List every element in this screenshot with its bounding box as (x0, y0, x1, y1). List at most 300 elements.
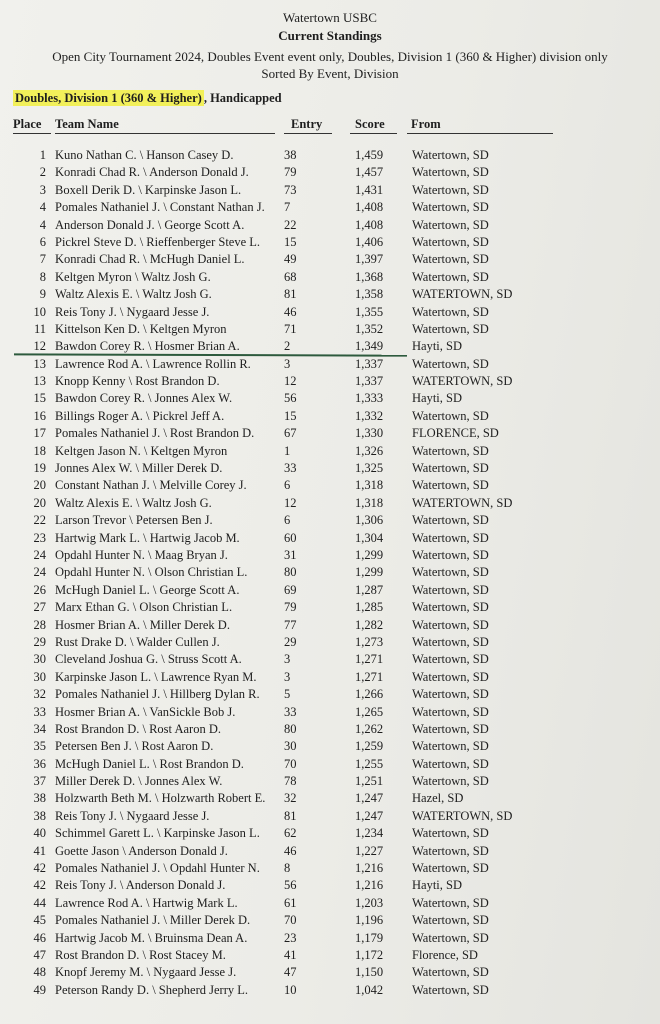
score-cell: 1,255 (355, 756, 384, 771)
place-cell: 12 (33, 339, 46, 354)
score-cell: 1,247 (355, 808, 384, 823)
place-cell: 36 (33, 756, 46, 771)
table-row (0, 408, 660, 425)
score-cell: 1,282 (355, 617, 384, 632)
score-cell: 1,408 (355, 200, 384, 215)
place-cell: 16 (33, 408, 46, 423)
place-cell: 17 (33, 426, 46, 441)
table-row (0, 147, 660, 164)
from-cell: Watertown, SD (412, 687, 489, 702)
entry-cell: 68 (284, 269, 297, 284)
from-cell: Watertown, SD (412, 513, 489, 528)
entry-cell: 33 (284, 704, 297, 719)
table-row (0, 182, 660, 199)
team-name-cell: Anderson Donald J. \ George Scott A. (55, 217, 245, 232)
from-cell: Watertown, SD (412, 217, 489, 232)
entry-cell: 15 (284, 408, 297, 423)
team-name-cell: Peterson Randy D. \ Shepherd Jerry L. (55, 982, 249, 997)
team-name-cell: Konradi Chad R. \ McHugh Daniel L. (55, 252, 245, 267)
place-cell: 26 (33, 582, 46, 597)
team-name-cell: Schimmel Garett L. \ Karpinske Jason L. (55, 826, 260, 841)
place-cell: 18 (33, 443, 46, 458)
table-row (0, 286, 660, 303)
table-row (0, 964, 660, 981)
score-cell: 1,227 (355, 843, 384, 858)
from-cell: WATERTOWN, SD (412, 808, 513, 823)
section-highlight: Doubles, Division 1 (360 & Higher) (15, 91, 202, 105)
table-row (0, 982, 660, 999)
team-name-cell: Hosmer Brian A. \ VanSickle Bob J. (55, 704, 236, 719)
place-cell: 38 (33, 791, 46, 806)
col-header-from: From (411, 117, 441, 131)
entry-cell: 32 (284, 791, 297, 806)
place-cell: 3 (39, 182, 46, 197)
col-rule-from (407, 133, 553, 134)
team-name-cell: Kittelson Ken D. \ Keltgen Myron (55, 321, 227, 336)
from-cell: Watertown, SD (412, 704, 489, 719)
from-cell: Watertown, SD (412, 304, 489, 319)
from-cell: Watertown, SD (412, 582, 489, 597)
place-cell: 4 (39, 200, 46, 215)
table-row (0, 564, 660, 581)
score-cell: 1,397 (355, 252, 384, 267)
from-cell: Watertown, SD (412, 930, 489, 945)
from-cell: Watertown, SD (412, 252, 489, 267)
place-cell: 4 (39, 217, 46, 232)
place-cell: 42 (33, 878, 46, 893)
entry-cell: 73 (284, 182, 297, 197)
col-header-score: Score (355, 117, 385, 131)
score-cell: 1,457 (355, 165, 384, 180)
table-row (0, 199, 660, 216)
table-row (0, 738, 660, 755)
entry-cell: 6 (284, 478, 291, 493)
table-row (0, 651, 660, 668)
entry-cell: 8 (284, 861, 291, 876)
page-title: Current Standings (278, 28, 382, 43)
org-name: Watertown USBC (283, 10, 377, 25)
table-row (0, 234, 660, 251)
team-name-cell: Konradi Chad R. \ Anderson Donald J. (55, 165, 249, 180)
score-cell: 1,406 (355, 234, 384, 249)
table-row (0, 634, 660, 651)
table-row (0, 756, 660, 773)
team-name-cell: Rost Brandon D. \ Rost Aaron D. (55, 721, 221, 736)
score-cell: 1,431 (355, 182, 384, 197)
place-cell: 49 (33, 982, 46, 997)
from-cell: Watertown, SD (412, 965, 489, 980)
place-cell: 7 (39, 252, 46, 267)
entry-cell: 10 (284, 982, 297, 997)
from-cell: Watertown, SD (412, 756, 489, 771)
from-cell: Watertown, SD (412, 617, 489, 632)
table-row (0, 599, 660, 616)
score-cell: 1,349 (355, 339, 384, 354)
from-cell: Watertown, SD (412, 443, 489, 458)
entry-cell: 56 (284, 878, 297, 893)
team-name-cell: Waltz Alexis E. \ Waltz Josh G. (55, 495, 212, 510)
entry-cell: 46 (284, 843, 297, 858)
col-header-place: Place (13, 117, 42, 131)
entry-cell: 79 (284, 600, 297, 615)
team-name-cell: Knopp Kenny \ Rost Brandon D. (55, 374, 220, 389)
from-cell: Watertown, SD (412, 634, 489, 649)
entry-cell: 3 (284, 356, 291, 371)
team-name-cell: Hartwig Jacob M. \ Bruinsma Dean A. (55, 930, 248, 945)
table-row (0, 425, 660, 442)
team-name-cell: Reis Tony J. \ Anderson Donald J. (55, 878, 226, 893)
col-rule-entry (284, 133, 332, 134)
place-cell: 24 (33, 547, 46, 562)
entry-cell: 60 (284, 530, 297, 545)
entry-cell: 79 (284, 165, 297, 180)
from-cell: Watertown, SD (412, 234, 489, 249)
team-name-cell: Larson Trevor \ Petersen Ben J. (55, 513, 213, 528)
from-cell: Watertown, SD (412, 843, 489, 858)
entry-cell: 69 (284, 582, 297, 597)
score-cell: 1,368 (355, 269, 384, 284)
place-cell: 15 (33, 391, 46, 406)
score-cell: 1,459 (355, 148, 384, 162)
entry-cell: 71 (284, 321, 297, 336)
from-cell: Watertown, SD (412, 861, 489, 876)
score-cell: 1,304 (355, 530, 384, 545)
entry-cell: 30 (284, 739, 297, 754)
place-cell: 28 (33, 617, 46, 632)
place-cell: 22 (33, 513, 46, 528)
team-name-cell: Pomales Nathaniel J. \ Miller Derek D. (55, 913, 251, 928)
team-name-cell: Knopf Jeremy M. \ Nygaard Jesse J. (55, 965, 237, 980)
score-cell: 1,299 (355, 565, 384, 580)
team-name-cell: Rust Drake D. \ Walder Cullen J. (55, 634, 220, 649)
team-name-cell: Hosmer Brian A. \ Miller Derek D. (55, 617, 230, 632)
place-cell: 8 (39, 269, 46, 284)
place-cell: 24 (33, 565, 46, 580)
from-cell: Watertown, SD (412, 408, 489, 423)
place-cell: 35 (33, 739, 46, 754)
entry-cell: 38 (284, 148, 297, 162)
entry-cell: 7 (284, 200, 291, 215)
table-row (0, 686, 660, 703)
score-cell: 1,333 (355, 391, 384, 406)
entry-cell: 2 (284, 339, 291, 354)
from-cell: Watertown, SD (412, 652, 489, 667)
team-name-cell: Karpinske Jason L. \ Lawrence Ryan M. (55, 669, 257, 684)
team-name-cell: McHugh Daniel L. \ Rost Brandon D. (55, 756, 244, 771)
from-cell: WATERTOWN, SD (412, 287, 513, 302)
entry-cell: 12 (284, 374, 297, 389)
place-cell: 42 (33, 861, 46, 876)
section-heading (13, 91, 282, 106)
from-cell: Florence, SD (412, 947, 478, 962)
score-cell: 1,042 (355, 982, 384, 997)
from-cell: Watertown, SD (412, 600, 489, 615)
from-cell: Watertown, SD (412, 721, 489, 736)
team-name-cell: Lawrence Rod A. \ Hartwig Mark L. (55, 895, 238, 910)
place-cell: 23 (33, 530, 46, 545)
table-row (0, 860, 660, 877)
entry-cell: 31 (284, 547, 297, 562)
entry-cell: 81 (284, 808, 297, 823)
entry-cell: 62 (284, 826, 297, 841)
table-row (0, 547, 660, 564)
team-name-cell: Cleveland Joshua G. \ Struss Scott A. (55, 652, 242, 667)
entry-cell: 12 (284, 495, 297, 510)
place-cell: 30 (33, 669, 46, 684)
table-row (0, 512, 660, 529)
score-cell: 1,318 (355, 495, 384, 510)
team-name-cell: Hartwig Mark L. \ Hartwig Jacob M. (55, 530, 240, 545)
place-cell: 40 (33, 826, 46, 841)
table-row (0, 443, 660, 460)
standings-table (0, 147, 660, 999)
entry-cell: 22 (284, 217, 297, 232)
place-cell: 2 (39, 165, 46, 180)
table-row (0, 304, 660, 321)
team-name-cell: Jonnes Alex W. \ Miller Derek D. (55, 461, 223, 476)
col-rule-place (13, 133, 51, 134)
table-row (0, 164, 660, 181)
place-cell: 46 (33, 930, 46, 945)
entry-cell: 56 (284, 391, 297, 406)
col-rule-team (55, 133, 275, 134)
from-cell: Watertown, SD (412, 895, 489, 910)
entry-cell: 80 (284, 721, 297, 736)
score-cell: 1,337 (355, 356, 384, 371)
score-cell: 1,234 (355, 826, 384, 841)
entry-cell: 15 (284, 234, 297, 249)
table-row (0, 530, 660, 547)
table-row (0, 790, 660, 807)
place-cell: 20 (33, 478, 46, 493)
score-cell: 1,216 (355, 861, 384, 876)
from-cell: Watertown, SD (412, 165, 489, 180)
team-name-cell: Bawdon Corey R. \ Hosmer Brian A. (55, 339, 240, 354)
from-cell: Watertown, SD (412, 182, 489, 197)
score-cell: 1,179 (355, 930, 384, 945)
col-header-team: Team Name (55, 117, 119, 131)
team-name-cell: Petersen Ben J. \ Rost Aaron D. (55, 739, 214, 754)
team-name-cell: Opdahl Hunter N. \ Maag Bryan J. (55, 547, 228, 562)
score-cell: 1,326 (355, 443, 384, 458)
table-row (0, 895, 660, 912)
table-row (0, 582, 660, 599)
entry-cell: 77 (284, 617, 297, 632)
place-cell: 6 (39, 234, 46, 249)
from-cell: WATERTOWN, SD (412, 495, 513, 510)
score-cell: 1,247 (355, 791, 384, 806)
from-cell: Hayti, SD (412, 339, 462, 354)
from-cell: Hazel, SD (412, 791, 464, 806)
table-row (0, 877, 660, 894)
team-name-cell: Billings Roger A. \ Pickrel Jeff A. (55, 408, 225, 423)
table-row (0, 251, 660, 268)
place-cell: 38 (33, 808, 46, 823)
score-cell: 1,318 (355, 478, 384, 493)
place-cell: 11 (33, 321, 46, 336)
table-row (0, 930, 660, 947)
from-cell: Watertown, SD (412, 774, 489, 789)
from-cell: Hayti, SD (412, 878, 462, 893)
entry-cell: 1 (284, 443, 291, 458)
from-cell: Watertown, SD (412, 530, 489, 545)
from-cell: Watertown, SD (412, 547, 489, 562)
place-cell: 19 (33, 461, 46, 476)
place-cell: 13 (33, 356, 46, 371)
team-name-cell: Pomales Nathaniel J. \ Opdahl Hunter N. (55, 861, 260, 876)
place-cell: 9 (39, 287, 46, 302)
score-cell: 1,332 (355, 408, 384, 423)
score-cell: 1,265 (355, 704, 384, 719)
table-row (0, 217, 660, 234)
score-cell: 1,325 (355, 461, 384, 476)
from-cell: Watertown, SD (412, 826, 489, 841)
from-cell: Watertown, SD (412, 461, 489, 476)
table-row (0, 356, 660, 373)
team-name-cell: Goette Jason \ Anderson Donald J. (55, 843, 228, 858)
place-cell: 27 (33, 600, 46, 615)
place-cell: 44 (33, 895, 46, 910)
team-name-cell: Holzwarth Beth M. \ Holzwarth Robert E. (55, 791, 266, 806)
col-header-entry: Entry (291, 117, 323, 131)
entry-cell: 70 (284, 756, 297, 771)
team-name-cell: Miller Derek D. \ Jonnes Alex W. (55, 774, 223, 789)
score-cell: 1,299 (355, 547, 384, 562)
from-cell: Watertown, SD (412, 200, 489, 215)
score-cell: 1,358 (355, 287, 384, 302)
table-row (0, 390, 660, 407)
score-cell: 1,262 (355, 721, 384, 736)
team-name-cell: Pomales Nathaniel J. \ Rost Brandon D. (55, 426, 255, 441)
team-name-cell: Pickrel Steve D. \ Rieffenberger Steve L. (55, 234, 261, 249)
entry-cell: 46 (284, 304, 297, 319)
from-cell: WATERTOWN, SD (412, 374, 513, 389)
place-cell: 30 (33, 652, 46, 667)
team-name-cell: Waltz Alexis E. \ Waltz Josh G. (55, 287, 212, 302)
place-cell: 13 (33, 374, 46, 389)
tournament-line: Open City Tournament 2024, Doubles Event event only, Doubles, Division 1 (360 & Higher) division only (52, 49, 608, 64)
table-row (0, 825, 660, 842)
score-cell: 1,330 (355, 426, 384, 441)
entry-cell: 6 (284, 513, 291, 528)
score-cell: 1,216 (355, 878, 384, 893)
score-cell: 1,196 (355, 913, 384, 928)
score-cell: 1,408 (355, 217, 384, 232)
from-cell: Watertown, SD (412, 269, 489, 284)
table-row (0, 269, 660, 286)
score-cell: 1,273 (355, 634, 384, 649)
entry-cell: 33 (284, 461, 297, 476)
from-cell: Watertown, SD (412, 982, 489, 997)
entry-cell: 67 (284, 426, 297, 441)
team-name-cell: Constant Nathan J. \ Melville Corey J. (55, 478, 247, 493)
table-row (0, 773, 660, 790)
team-name-cell: Rost Brandon D. \ Rost Stacey M. (55, 947, 226, 962)
place-cell: 33 (33, 704, 46, 719)
from-cell: FLORENCE, SD (412, 426, 499, 441)
place-cell: 10 (33, 304, 46, 319)
table-row (0, 460, 660, 477)
team-name-cell: Reis Tony J. \ Nygaard Jesse J. (55, 808, 210, 823)
team-name-cell: McHugh Daniel L. \ George Scott A. (55, 582, 240, 597)
entry-cell: 47 (284, 965, 297, 980)
entry-cell: 5 (284, 687, 291, 702)
team-name-cell: Boxell Derik D. \ Karpinske Jason L. (55, 182, 242, 197)
score-cell: 1,355 (355, 304, 384, 319)
table-row (0, 495, 660, 512)
score-cell: 1,306 (355, 513, 384, 528)
score-cell: 1,266 (355, 687, 384, 702)
entry-cell: 70 (284, 913, 297, 928)
table-row (0, 617, 660, 634)
team-name-cell: Bawdon Corey R. \ Jonnes Alex W. (55, 391, 233, 406)
score-cell: 1,203 (355, 895, 384, 910)
from-cell: Watertown, SD (412, 148, 489, 162)
place-cell: 29 (33, 634, 46, 649)
score-cell: 1,287 (355, 582, 384, 597)
team-name-cell: Keltgen Myron \ Waltz Josh G. (55, 269, 211, 284)
score-cell: 1,271 (355, 652, 384, 667)
from-cell: Watertown, SD (412, 321, 489, 336)
place-cell: 41 (33, 843, 46, 858)
team-name-cell: Keltgen Jason N. \ Keltgen Myron (55, 443, 228, 458)
entry-cell: 78 (284, 774, 297, 789)
table-row (0, 704, 660, 721)
table-row (0, 669, 660, 686)
score-cell: 1,285 (355, 600, 384, 615)
place-cell: 1 (39, 148, 46, 162)
entry-cell: 3 (284, 652, 291, 667)
table-row (0, 947, 660, 964)
team-name-cell: Pomales Nathaniel J. \ Hillberg Dylan R. (55, 687, 260, 702)
table-row (0, 321, 660, 338)
score-cell: 1,337 (355, 374, 384, 389)
entry-cell: 23 (284, 930, 297, 945)
team-name-cell: Pomales Nathaniel J. \ Constant Nathan J. (55, 200, 265, 215)
table-row (0, 477, 660, 494)
score-cell: 1,172 (355, 947, 384, 962)
from-cell: Watertown, SD (412, 356, 489, 371)
from-cell: Watertown, SD (412, 565, 489, 580)
table-row (0, 843, 660, 860)
score-cell: 1,352 (355, 321, 384, 336)
from-cell: Watertown, SD (412, 478, 489, 493)
table-row (0, 373, 660, 390)
place-cell: 47 (33, 947, 46, 962)
entry-cell: 81 (284, 287, 297, 302)
table-row (0, 912, 660, 929)
place-cell: 45 (33, 913, 46, 928)
from-cell: Hayti, SD (412, 391, 462, 406)
table-row (0, 721, 660, 738)
score-cell: 1,251 (355, 774, 384, 789)
from-cell: Watertown, SD (412, 669, 489, 684)
place-cell: 32 (33, 687, 46, 702)
from-cell: Watertown, SD (412, 739, 489, 754)
sort-line: Sorted By Event, Division (261, 66, 399, 81)
team-name-cell: Opdahl Hunter N. \ Olson Christian L. (55, 565, 248, 580)
team-name-cell: Kuno Nathan C. \ Hanson Casey D. (55, 148, 234, 162)
entry-cell: 29 (284, 634, 297, 649)
entry-cell: 3 (284, 669, 291, 684)
table-row (0, 808, 660, 825)
entry-cell: 49 (284, 252, 297, 267)
place-cell: 20 (33, 495, 46, 510)
entry-cell: 61 (284, 895, 297, 910)
team-name-cell: Marx Ethan G. \ Olson Christian L. (55, 600, 233, 615)
col-rule-score (350, 133, 397, 134)
team-name-cell: Reis Tony J. \ Nygaard Jesse J. (55, 304, 210, 319)
